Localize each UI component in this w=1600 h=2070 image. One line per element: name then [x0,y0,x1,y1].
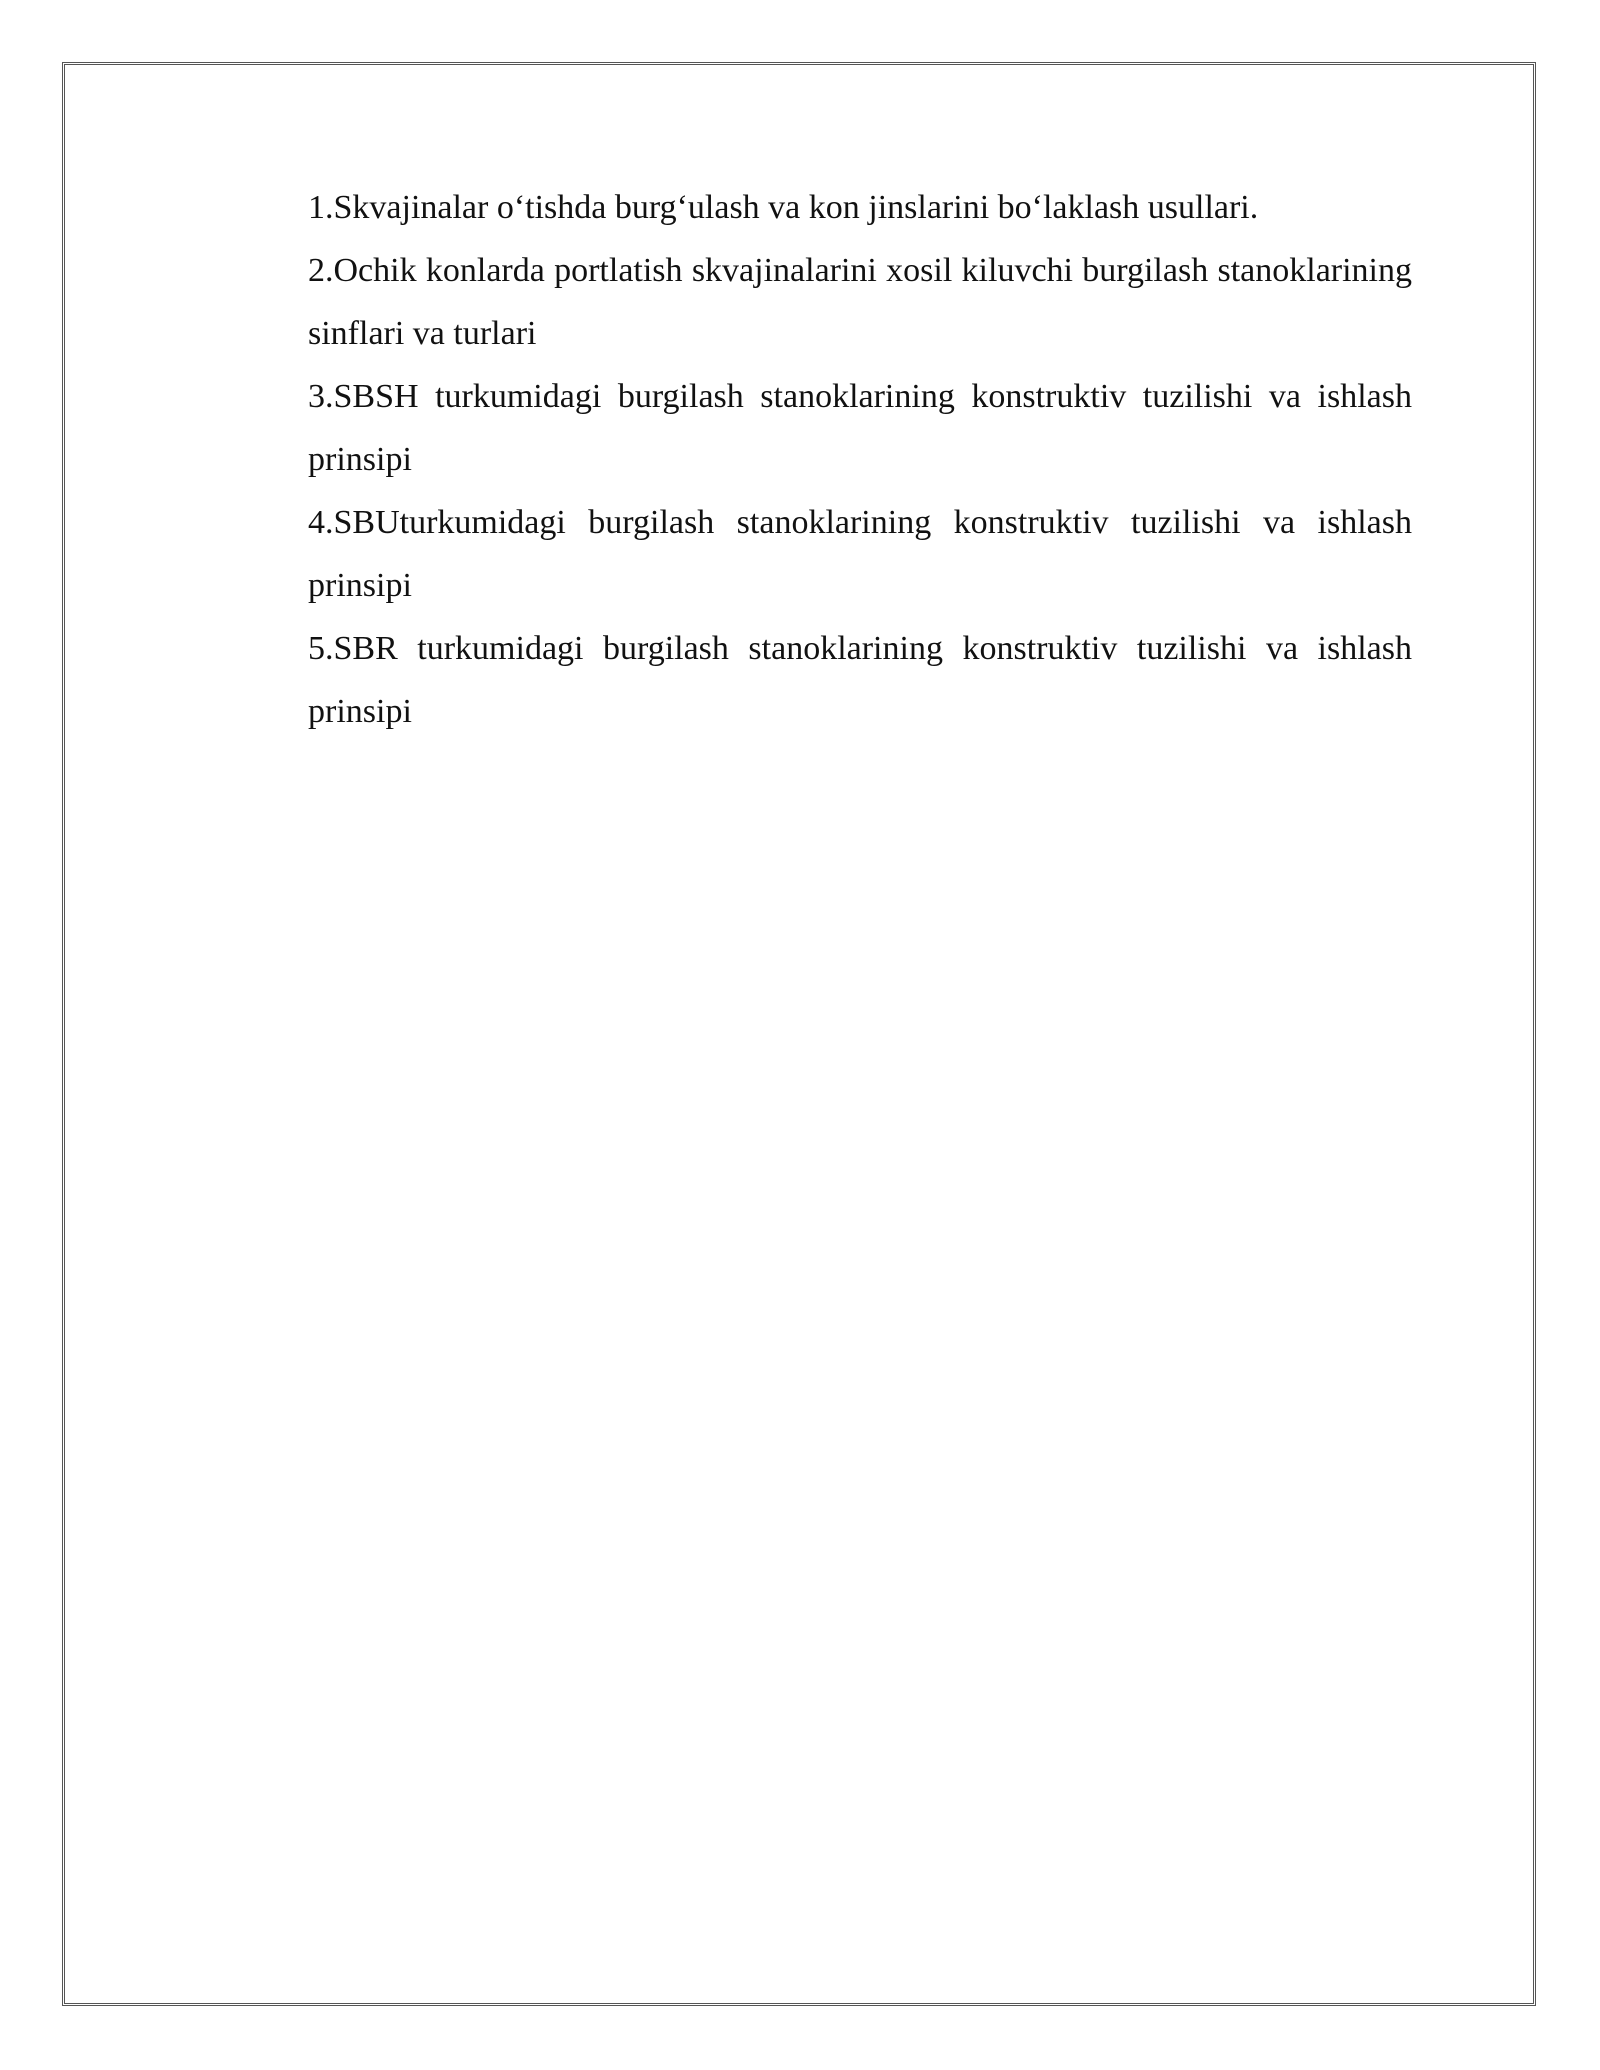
list-item: 4.SBUturkumidagi burgilash stanoklarining konstruktiv tuzilishi va ishlash prinsipi [308,504,1412,604]
question-list [308,176,1412,743]
list-item: 3.SBSH turkumidagi burgilash stanoklarining konstruktiv tuzilishi va ishlash prinsipi [308,378,1412,478]
list-item: 1.Skvajinalar o‘tishda burg‘ulash va kon jinslarini bo‘laklash usullari. [308,189,1259,226]
list-item: 2.Ochik konlarda portlatish skvajinalarini xosil kiluvchi burgilash stanoklarining sinflari va turlari [308,252,1412,352]
list-item: 5.SBR turkumidagi burgilash stanoklarining konstruktiv tuzilishi va ishlash prinsipi [308,630,1412,730]
